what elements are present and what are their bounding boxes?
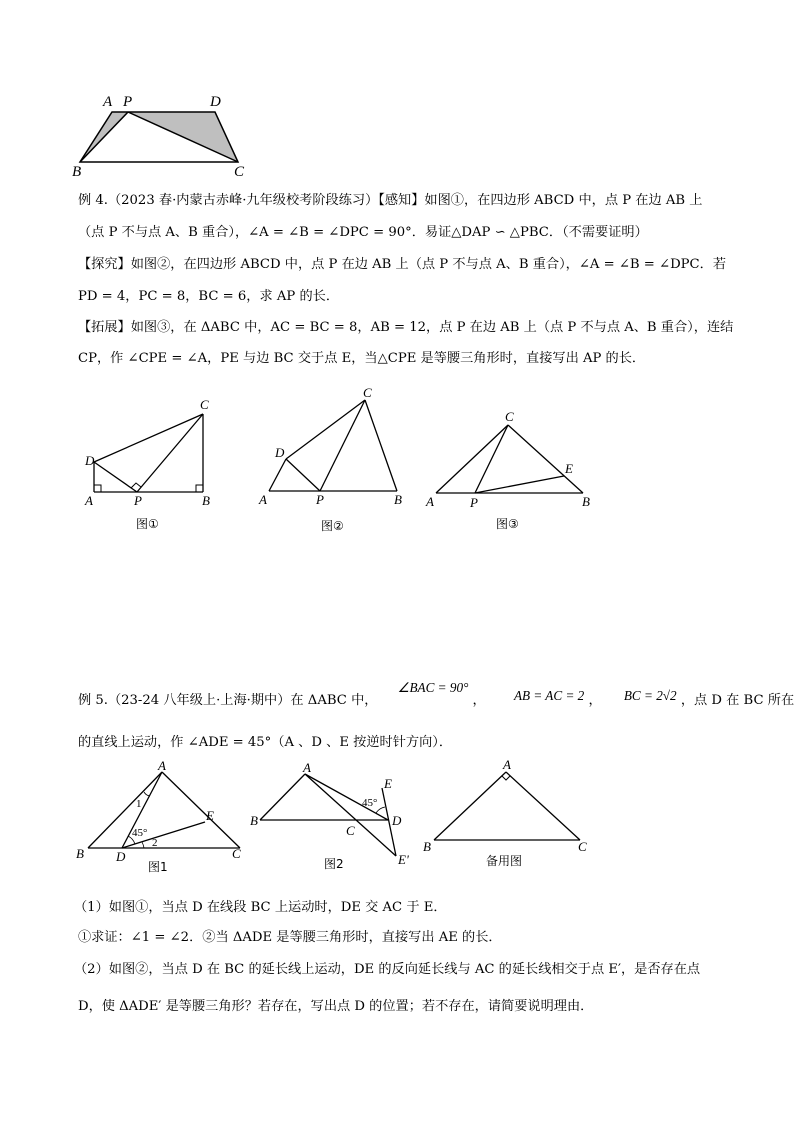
label-d: D — [392, 813, 402, 828]
label-b: B — [250, 813, 258, 828]
label-angle-45: 45° — [362, 797, 378, 809]
ex4-heading: 例 4.（2023 春·内蒙古赤峰·九年级校考阶段练习）【感知】如图①，在四边形 ABCD 中，点 P 在边 AB 上 — [78, 193, 703, 208]
ex5-ab-ac: AB = AC = 2 — [513, 688, 585, 703]
figure-3-svg — [420, 408, 600, 518]
label-a: A — [259, 492, 267, 507]
ex5-line1-a: 例 5.（23-24 八年级上·上海·期中）在 ΔABC 中， — [78, 693, 378, 708]
label-e-prime: E' — [398, 852, 409, 867]
label-a: A — [158, 758, 166, 773]
segment-pc — [475, 425, 508, 493]
ex5-figure-1-caption: 图1 — [148, 860, 168, 874]
label-c: C — [578, 839, 587, 854]
segment-pb — [80, 112, 128, 162]
ex5-figure-1-svg — [72, 758, 252, 867]
segment-pc — [320, 400, 365, 491]
label-c: C — [200, 397, 209, 412]
ex5-figure-spare — [418, 757, 598, 855]
segment-dc — [94, 414, 203, 462]
segment-ad — [269, 459, 286, 491]
right-angle-a — [502, 776, 510, 780]
ex5-line1-g: ，点 D 在 BC 所在 — [680, 693, 795, 708]
label-b: B — [202, 493, 210, 508]
ex5-figure-2-svg — [250, 758, 430, 868]
ex4-line3: 【探究】如图②，在四边形 ABCD 中，点 P 在边 AB 上（点 P 不与点 A、B 重合），∠A = ∠B = ∠DPC．若 — [78, 257, 727, 272]
label-d: D — [275, 445, 285, 460]
label-b: B — [582, 494, 590, 509]
label-a: A — [85, 493, 93, 508]
ex5-figure-spare-caption: 备用图 — [486, 854, 523, 868]
right-angle-a — [94, 485, 101, 492]
label-d: D — [210, 94, 221, 110]
figure-2 — [255, 385, 415, 515]
label-angle-45: 45° — [132, 827, 148, 839]
label-d: D — [116, 849, 126, 864]
right-angle-p — [131, 483, 141, 488]
label-p: P — [123, 94, 133, 110]
label-c: C — [232, 846, 241, 861]
segment-pc — [137, 414, 203, 492]
label-c: C — [346, 823, 355, 838]
segment-ba — [88, 772, 162, 848]
label-e: E — [206, 808, 214, 823]
angle-2-arc — [142, 842, 144, 848]
label-e: E — [565, 461, 573, 476]
label-a: A — [303, 760, 311, 775]
label-angle-2: 2 — [152, 837, 158, 849]
ex5-q1a: ①求证：∠1 = ∠2．②当 ΔADE 是等腰三角形时，直接写出 AE 的长． — [78, 930, 502, 945]
label-a: A — [503, 757, 511, 772]
label-p: P — [470, 495, 478, 510]
figure-2-caption: 图② — [321, 519, 344, 533]
label-b: B — [394, 492, 402, 507]
ex5-figure-spare-svg — [418, 757, 598, 855]
segment-cb — [365, 400, 397, 491]
figure-1 — [82, 392, 222, 522]
label-b: B — [72, 164, 82, 180]
label-c: C — [505, 409, 514, 424]
segment-cb — [508, 425, 583, 493]
segment-ba — [260, 774, 305, 820]
ex5-angle-bac: ∠BAC = 90° — [397, 680, 469, 695]
label-c: C — [234, 164, 245, 180]
ex4-line5: 【拓展】如图③，在 ΔABC 中，AC = BC = 8，AB = 12，点 P 在边 AB 上（点 P 不与点 A、B 重合），连结 — [78, 320, 734, 335]
trapezoid-svg — [70, 90, 260, 180]
ex5-q2a: （2）如图②，当点 D 在 BC 的延长线上运动，DE 的反向延长线与 AC 的延长线相交于点 E′，是否存在点 — [74, 962, 701, 977]
label-a: A — [426, 494, 434, 509]
segment-pe — [475, 476, 564, 493]
figure-1-caption: 图① — [136, 517, 159, 531]
ex5-sep-2: ， — [588, 693, 602, 708]
trapezoid-figure — [70, 90, 260, 180]
ex5-q2b: D，使 ΔADE′ 是等腰三角形？若存在，写出点 D 的位置；若不存在，请简要说明理由． — [78, 999, 594, 1014]
right-angle-b — [196, 485, 203, 492]
segment-ac — [436, 425, 508, 493]
ex5-figure-2-caption: 图2 — [324, 857, 344, 871]
figure-1-svg — [82, 392, 222, 522]
label-c: C — [363, 385, 372, 400]
segment-dc — [286, 400, 365, 459]
ex4-line6: CP，作 ∠CPE = ∠A，PE 与边 BC 交于点 E，当△CPE 是等腰三角形时，直接写出 AP 的长． — [78, 351, 646, 366]
label-p: P — [316, 492, 324, 507]
segment-ac — [162, 772, 240, 848]
segment-ba — [434, 772, 506, 840]
ex5-bc: BC = 2√2 — [623, 688, 677, 703]
label-a: A — [103, 94, 113, 110]
segment-dp — [286, 459, 320, 491]
figure-3-caption: 图③ — [496, 517, 519, 531]
ex5-line1 — [78, 680, 795, 711]
ex5-figure-2 — [250, 758, 430, 868]
ex4-line4: PD = 4，PC = 8，BC = 6，求 AP 的长． — [78, 289, 340, 304]
ex5-figure-1 — [72, 758, 252, 867]
label-angle-1: 1 — [136, 798, 142, 810]
segment-ac-extended — [305, 774, 396, 856]
label-p: P — [134, 493, 142, 508]
ex5-sep-1: ， — [472, 693, 486, 708]
segment-ac — [506, 772, 580, 840]
ex4-line2: （点 P 不与点 A、B 重合），∠A = ∠B = ∠DPC = 90°．易证△DAP ∽ △PBC．（不需要证明） — [78, 225, 648, 240]
label-e: E — [384, 776, 392, 791]
label-b: B — [76, 846, 84, 861]
figure-3 — [420, 408, 600, 518]
figure-2-svg — [255, 385, 415, 515]
label-b: B — [423, 839, 431, 854]
label-d: D — [85, 453, 95, 468]
segment-dp — [94, 462, 137, 492]
ex5-line2: 的直线上运动，作 ∠ADE = 45°（A 、D 、E 按逆时针方向）． — [78, 735, 453, 750]
ex5-q1: （1）如图①，当点 D 在线段 BC 上运动时，DE 交 AC 于 E． — [74, 900, 447, 915]
